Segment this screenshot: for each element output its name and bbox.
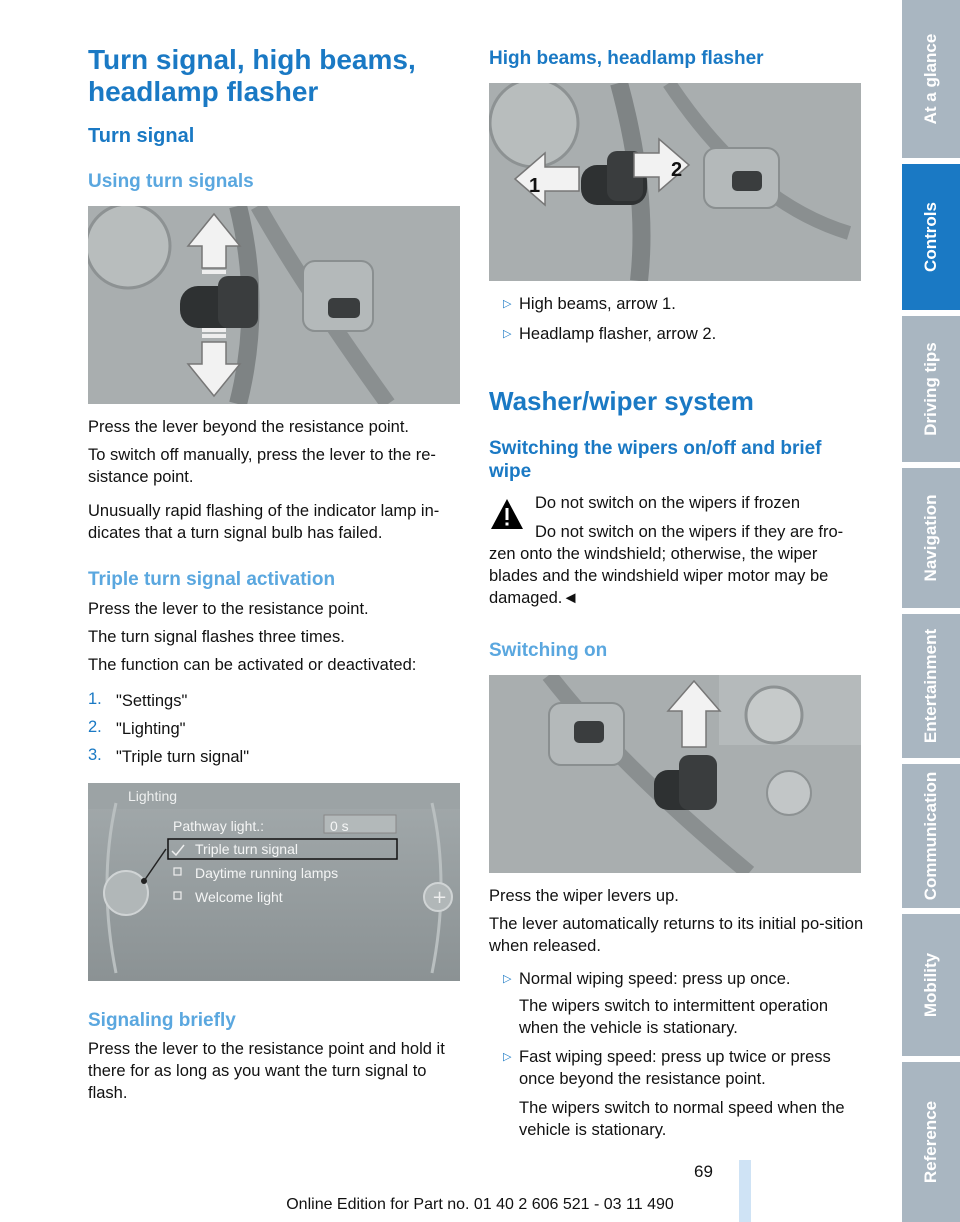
paragraph: Press the wiper levers up. [489, 887, 679, 905]
screen-menu-title: Lighting [128, 788, 178, 804]
paragraph: Press the lever to the resistance point and hold it there for as long as you want the turn signal to flash. [88, 1040, 445, 1102]
section-heading-turn-signal: Turn signal [88, 125, 195, 147]
step-text: "Lighting" [116, 720, 186, 738]
page-number: 69 [694, 1162, 713, 1181]
step-text: "Settings" [116, 692, 188, 710]
page-title: Turn signal, high beams, headlamp flasher [88, 44, 416, 107]
idrive-screen-image [88, 783, 460, 981]
bullet-text: High beams, arrow 1. [519, 295, 676, 313]
bullet-text: Fast wiping speed: press up twice or press once beyond the resistance point. [519, 1048, 831, 1088]
tab-entertainment[interactable]: Entertainment [902, 614, 960, 758]
step-number: 2. [88, 718, 102, 736]
arrow-label-2: 2 [671, 159, 683, 181]
bullet-triangle-icon: ▷ [503, 1051, 512, 1063]
bullet-triangle-icon: ▷ [503, 973, 512, 985]
tab-driving-tips[interactable]: Driving tips [902, 316, 960, 462]
bullet-detail: The wipers switch to normal speed when the vehicle is stationary. [519, 1099, 845, 1139]
wiper-lever-photo [489, 675, 861, 873]
step-text: "Triple turn signal" [116, 748, 250, 766]
paragraph: Press the lever to the resistance point. [88, 600, 369, 618]
bullet-text: Headlamp flasher, arrow 2. [519, 325, 717, 343]
screen-option-welcome: Welcome light [195, 889, 283, 905]
section-tabs [902, 0, 960, 1222]
screen-pathway-label: Pathway light.: [173, 818, 265, 834]
tab-controls[interactable]: Controls [902, 164, 960, 310]
paragraph: Press the lever beyond the resistance point. [88, 418, 410, 436]
footer-text: Online Edition for Part no. 01 40 2 606 521 - 03 11 490 [286, 1196, 674, 1213]
paragraph: To switch off manually, press the lever to the re-sistance point. [88, 446, 436, 486]
step-number: 3. [88, 746, 102, 764]
section-heading-washer: Washer/wiper system [489, 386, 754, 416]
screen-pathway-value: 0 s [330, 818, 349, 834]
paragraph: Unusually rapid flashing of the indicator lamp in-dicates that a turn signal bulb has failed. [88, 502, 440, 542]
tab-at-a-glance[interactable]: At a glance [902, 0, 960, 158]
paragraph: The turn signal flashes three times. [88, 628, 345, 646]
warning-title: Do not switch on the wipers if frozen [535, 494, 801, 512]
subheading-switching-on: Switching on [489, 640, 608, 661]
step-number: 1. [88, 690, 102, 708]
svg-text:+: + [432, 887, 448, 908]
subheading-triple-turn-signal: Triple turn signal activation [88, 569, 336, 590]
subheading-using-turn-signals: Using turn signals [88, 171, 254, 192]
bullet-detail: The wipers switch to intermittent operation when the vehicle is stationary. [519, 997, 829, 1037]
paragraph: The lever automatically returns to its initial po-sition when released. [489, 915, 864, 955]
warning-body: Do not switch on the wipers if they are fro-zen onto the windshield; otherwise, the wiper blades and the windshield wiper motor may be damaged.◄ [489, 523, 844, 607]
bullet-text: Normal wiping speed: press up once. [519, 970, 791, 988]
subheading-switching-wipers: Switching the wipers on/off and brief wipe [489, 438, 822, 482]
tab-reference[interactable]: Reference [902, 1062, 960, 1222]
tab-mobility[interactable]: Mobility [902, 914, 960, 1056]
screen-option-daytime: Daytime running lamps [195, 865, 339, 881]
paragraph: The function can be activated or deactivated: [88, 656, 417, 674]
subheading-signaling-briefly: Signaling briefly [88, 1010, 236, 1031]
bullet-triangle-icon: ▷ [503, 328, 512, 340]
arrow-label-1: 1 [529, 175, 541, 197]
bullet-triangle-icon: ▷ [503, 298, 512, 310]
high-beams-photo [489, 83, 861, 281]
tab-communication[interactable]: Communication [902, 764, 960, 908]
section-heading-high-beams: High beams, headlamp flasher [489, 48, 764, 69]
screen-option-triple: Triple turn signal [195, 841, 298, 857]
tab-navigation[interactable]: Navigation [902, 468, 960, 608]
turn-signal-photo [88, 206, 460, 404]
